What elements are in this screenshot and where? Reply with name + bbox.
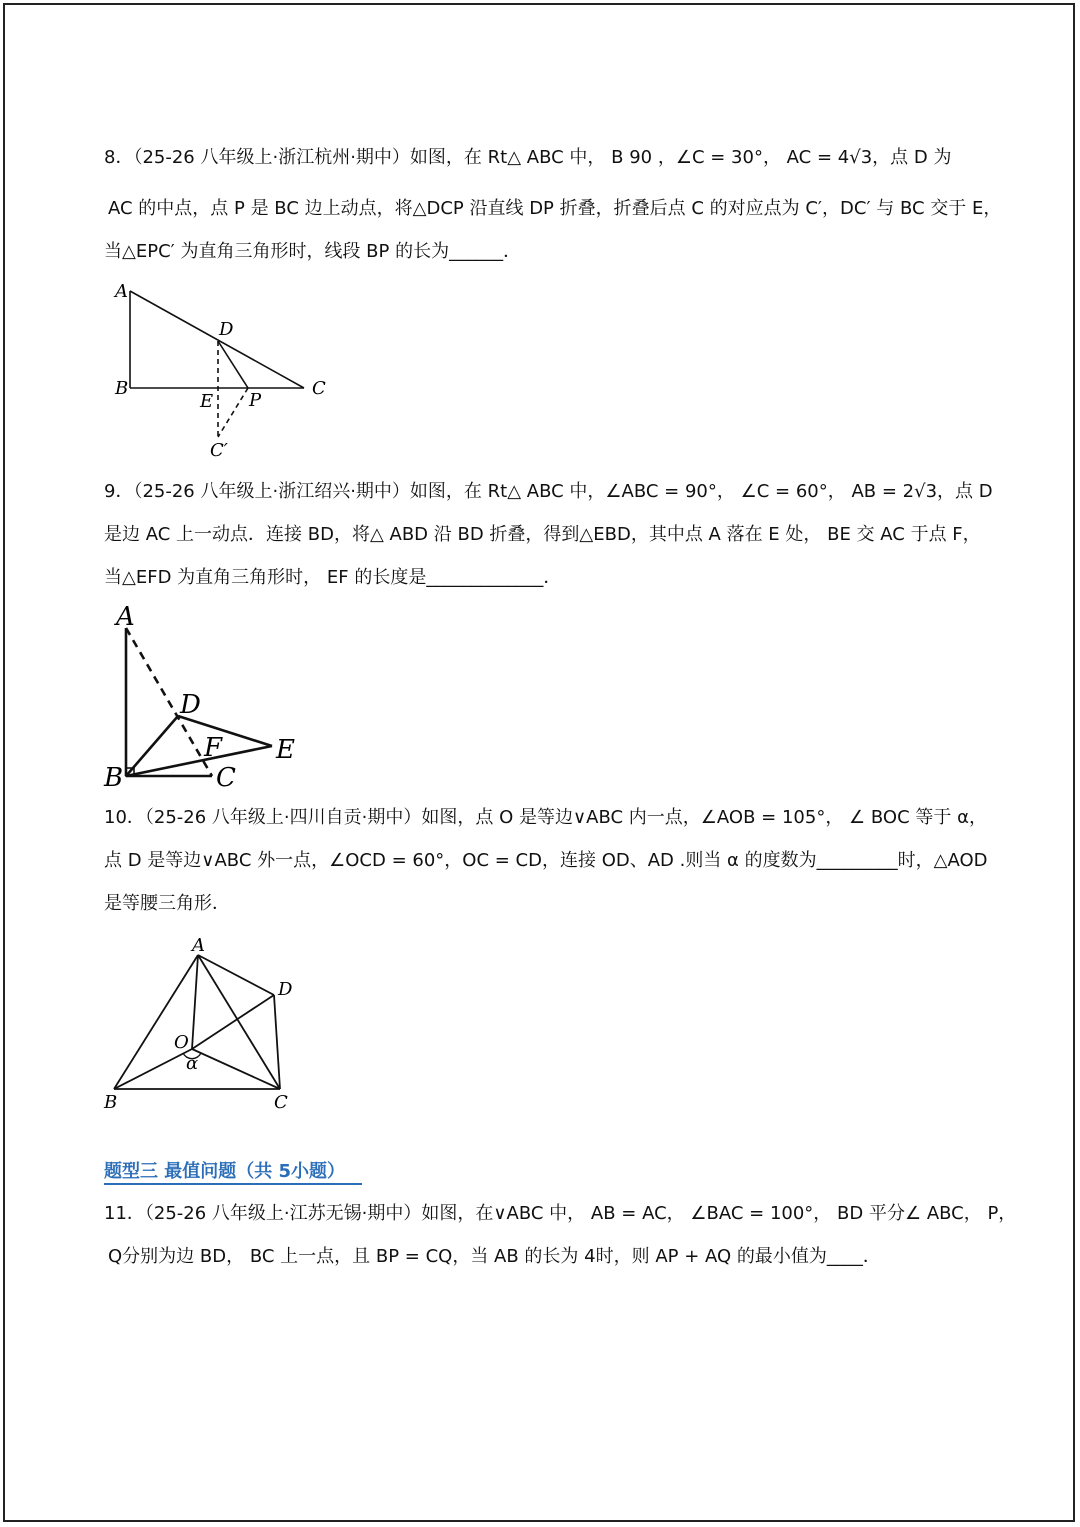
q9-label-b: B xyxy=(104,763,124,793)
q9-line-1: 9．（25-26 八年级上·浙江绍兴·期中）如图，在 Rt△ ABC 中，∠ABC = 90°， ∠C = 60°， AB = 2√3，点 D xyxy=(104,481,993,502)
q8-label-c: C xyxy=(312,378,326,399)
q10-line-1: 10．（25-26 八年级上·四川自贡·期中）如图，点 O 是等边∨ABC 内一点，∠AOB = 105°， ∠ BOC 等于 α， xyxy=(104,807,987,828)
q8-label-d: D xyxy=(219,319,234,340)
q11-line-2: Q分别为边 BD， BC 上一点，且 BP = CQ，当 AB 的长为 4时，则 AP + AQ 的最小值为____． xyxy=(108,1246,881,1267)
q9-label-f: F xyxy=(204,733,223,763)
q10-label-d: D xyxy=(278,979,293,1000)
q8-line-3: 当△EPC′ 为直角三角形时，线段 BP 的长为______． xyxy=(104,241,522,262)
q8-label-b: B xyxy=(115,378,129,399)
q10-line-3: 是等腰三角形． xyxy=(104,893,230,914)
q10-label-b: B xyxy=(104,1092,118,1113)
q8-label-p: P xyxy=(249,390,262,411)
q9-line-3: 当△EFD 为直角三角形时， EF 的长度是_____________． xyxy=(104,567,562,588)
q8-label-e: E xyxy=(200,391,214,412)
q8-label-a: A xyxy=(115,281,128,302)
q8-label-c-prime: C′ xyxy=(210,440,228,461)
q10-label-a: A xyxy=(192,935,205,956)
q9-line-2: 是边 AC 上一动点．连接 BD，将△ ABD 沿 BD 折叠，得到△EBD，其中点 A 落在 E 处， BE 交 AC 于点 F， xyxy=(104,524,981,545)
q11-line-1: 11．（25-26 八年级上·江苏无锡·期中）如图，在∨ABC 中， AB = AC， ∠BAC = 100°， BD 平分∠ ABC， P， xyxy=(104,1203,1017,1224)
q8-line-1: 8．（25-26 八年级上·浙江杭州·期中）如图，在 Rt△ ABC 中， B 90 ，∠C = 30°， AC = 4√3，点 D 为 xyxy=(104,147,952,168)
q10-label-c: C xyxy=(274,1092,288,1113)
q9-label-a: A xyxy=(116,602,135,632)
q8-line-2: AC 的中点，点 P 是 BC 边上动点，将△DCP 沿直线 DP 折叠，折叠后点 C 的对应点为 C′，DC′ 与 BC 交于 E， xyxy=(108,198,1002,219)
section-title: 题型三 最值问题（共 5小题） xyxy=(104,1161,346,1182)
section-underline xyxy=(104,1183,362,1185)
q10-line-2: 点 D 是等边∨ABC 外一点，∠OCD = 60°，OC = CD，连接 OD、AD .则当 α 的度数为_________时，△AOD xyxy=(104,850,988,871)
q9-label-d: D xyxy=(180,690,201,720)
q9-label-e: E xyxy=(276,735,295,765)
q9-label-c: C xyxy=(216,763,236,793)
q10-label-alpha: α xyxy=(186,1053,199,1074)
q10-label-o: O xyxy=(174,1032,189,1053)
